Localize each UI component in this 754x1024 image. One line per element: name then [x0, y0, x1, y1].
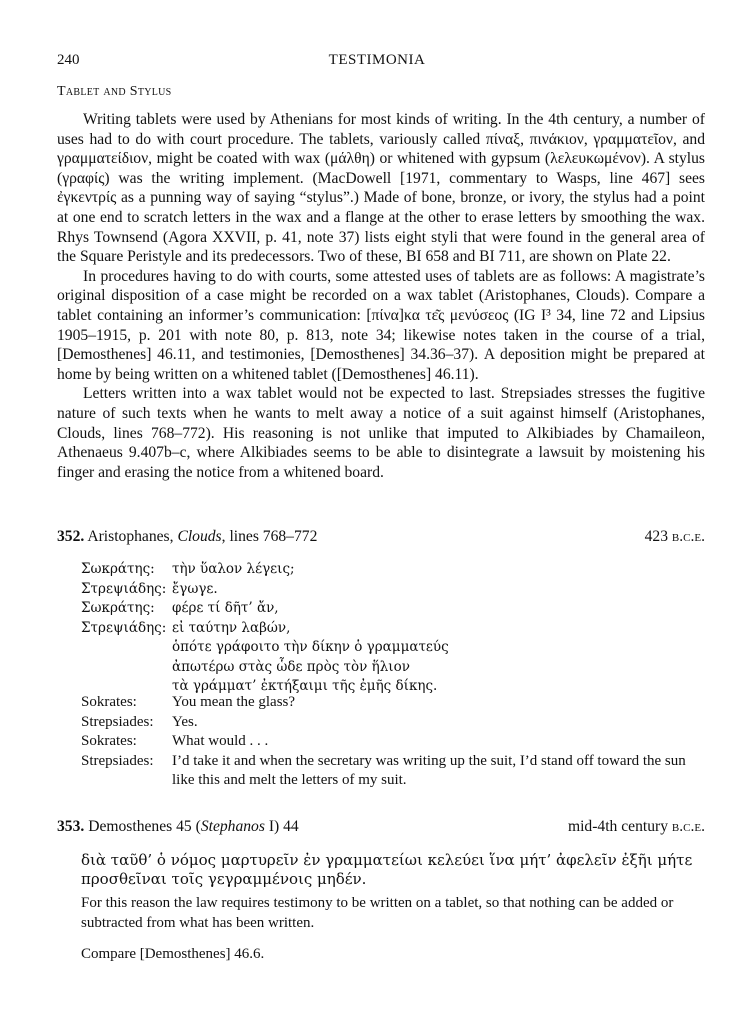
line: What would . . .	[172, 733, 269, 749]
translation: For this reason the law requires testimony to be written on a tablet, so that nothing can be added or subtracted from what has been written.	[81, 895, 674, 931]
line: You mean the glass?	[172, 694, 296, 710]
dialogue-line	[81, 619, 449, 639]
dialogue-line	[81, 693, 705, 713]
line: τὴν ὕαλον λέγεις;	[172, 561, 295, 577]
entry-date	[645, 528, 705, 546]
speaker: Sokrates:	[81, 694, 137, 710]
dialogue-line	[81, 560, 449, 580]
speaker: Στρεψιάδης:	[81, 580, 167, 597]
speaker	[81, 638, 172, 658]
entry-number: 353.	[57, 818, 85, 835]
greek-passage: διὰ ταῦθ’ ὁ νόμος μαρτυρεῖν ἐν γραμματείωι κελεύει ἵνα μήτ’ ἀφελεῖν ἐξῆι μήτε προσθεῖναι τοῖς γεγραμμένοις μηδέν.	[81, 851, 693, 888]
speaker: Sokrates:	[81, 733, 137, 749]
entry-number: 352.	[57, 528, 85, 545]
dialogue-line	[81, 638, 449, 658]
speaker: Σωκράτης:	[81, 561, 155, 577]
page-number: 240	[57, 52, 80, 68]
date-era: b.c.e.	[671, 528, 705, 545]
line: εἰ ταύτην λαβών,	[172, 619, 291, 636]
entry-work: Clouds	[177, 528, 222, 545]
entry-lines: I) 44	[264, 818, 299, 835]
entry-author: Demosthenes 45 (	[88, 818, 201, 835]
dialogue-line	[81, 713, 705, 733]
speaker	[81, 658, 172, 678]
speaker: Σωκράτης:	[81, 600, 155, 616]
line: ἀπωτέρω στὰς ὧδε πρὸς τὸν ἥλιον	[172, 658, 410, 675]
line: τὰ γράμματ’ ἐκτήξαιμι τῆς ἐμῆς δίκης.	[172, 678, 438, 694]
paragraph: Writing tablets were used by Athenians for most kinds of writing. In the 4th century, a number of uses had to do with court procedure. The tablets, variously called πίναξ, πινάκιον, γραμματεῖον, and γραμματείδιον, might be coated with wax (μάλθη) or whitened with gypsum (λελευκωμένον). A stylus (γραφίς) was the writing implement. (MacDowell [1971, commentary to Wasps, line 467] sees ἐγκεντρίς as a punning way of saying “stylus”.) Made of bone, bronze, or ivory, the stylus had a point at one end to scratch letters in the wax and a flange at the other to erase letters by smoothing the wax. Rhys Townsend (Agora XXVII, p. 41, note 37) lists eight styli that were found in the general area of the Square Peristyle and its predecessors. Two of these, BI 658 and BI 711, are shown on Plate 22.	[57, 111, 705, 266]
paragraph: Letters written into a wax tablet would not be expected to last. Strepsiades stresses the fugitive nature of such texts when he wants to melt away a notice of a suit against himself (Aristophanes, Clouds, lines 768–772). His reasoning is not unlike that imputed to Alkibiades by Chamaileon, Athenaeus 9.407b–c, where Alkibiades seems to be able to disintegrate a lawsuit by moistening his finger and erasing the notice from a whitened board.	[57, 385, 705, 481]
line: Yes.	[172, 713, 198, 730]
running-head: TESTIMONIA	[328, 52, 426, 68]
line: ἔγωγε.	[172, 580, 218, 597]
entry-353-heading	[57, 818, 705, 836]
entry-work: Stephanos	[200, 818, 265, 835]
section-title: Tablet and Stylus	[57, 84, 172, 99]
entry-352-heading	[57, 528, 705, 546]
line: ὁπότε γράφοιτο τὴν δίκην ὁ γραμματεύς	[172, 639, 449, 655]
entry-lines: , lines 768–772	[221, 528, 318, 545]
dialogue-line	[81, 580, 449, 600]
dialogue-line	[81, 599, 449, 619]
entry-date	[568, 818, 705, 836]
date-value: 423	[644, 528, 668, 545]
speaker: Στρεψιάδης:	[81, 619, 167, 636]
dialogue-line	[81, 732, 705, 752]
dialogue-line	[81, 658, 449, 678]
english-dialogue	[81, 693, 705, 791]
greek-dialogue	[81, 560, 449, 697]
speaker: Strepsiades:	[81, 713, 154, 730]
date-value: mid-4th century	[567, 818, 668, 835]
date-era: b.c.e.	[671, 818, 705, 835]
dialogue-line	[81, 752, 705, 791]
line: I’d take it and when the secretary was writing up the suit, I’d stand off toward the sun like this and melt the letters of my suit.	[172, 752, 686, 788]
body-text	[57, 110, 705, 482]
speaker: Strepsiades:	[81, 752, 154, 769]
paragraph: In procedures having to do with courts, some attested uses of tablets are as follows: A magistrate’s original disposition of a case might be recorded on a wax tablet (Aristophanes, Clouds). Compare a tablet containing an informer’s communication: [πίνα]κα τε͂ς μενύσεος (IG I³ 34, line 72 and Lipsius 1905–1915, p. 201 with note 80, p. 813, note 34; likewise notes taken in the course of a trial, [Demosthenes] 46.11, and testimonies, [Demosthenes] 34.36–37). A deposition might be prepared at home by being written on a whitened tablet ([Demosthenes] 46.11).	[57, 267, 705, 383]
line: φέρε τί δῆτ’ ἄν,	[172, 600, 279, 616]
compare-note: Compare [Demosthenes] 46.6.	[81, 946, 265, 962]
entry-author: Aristophanes,	[87, 528, 174, 545]
